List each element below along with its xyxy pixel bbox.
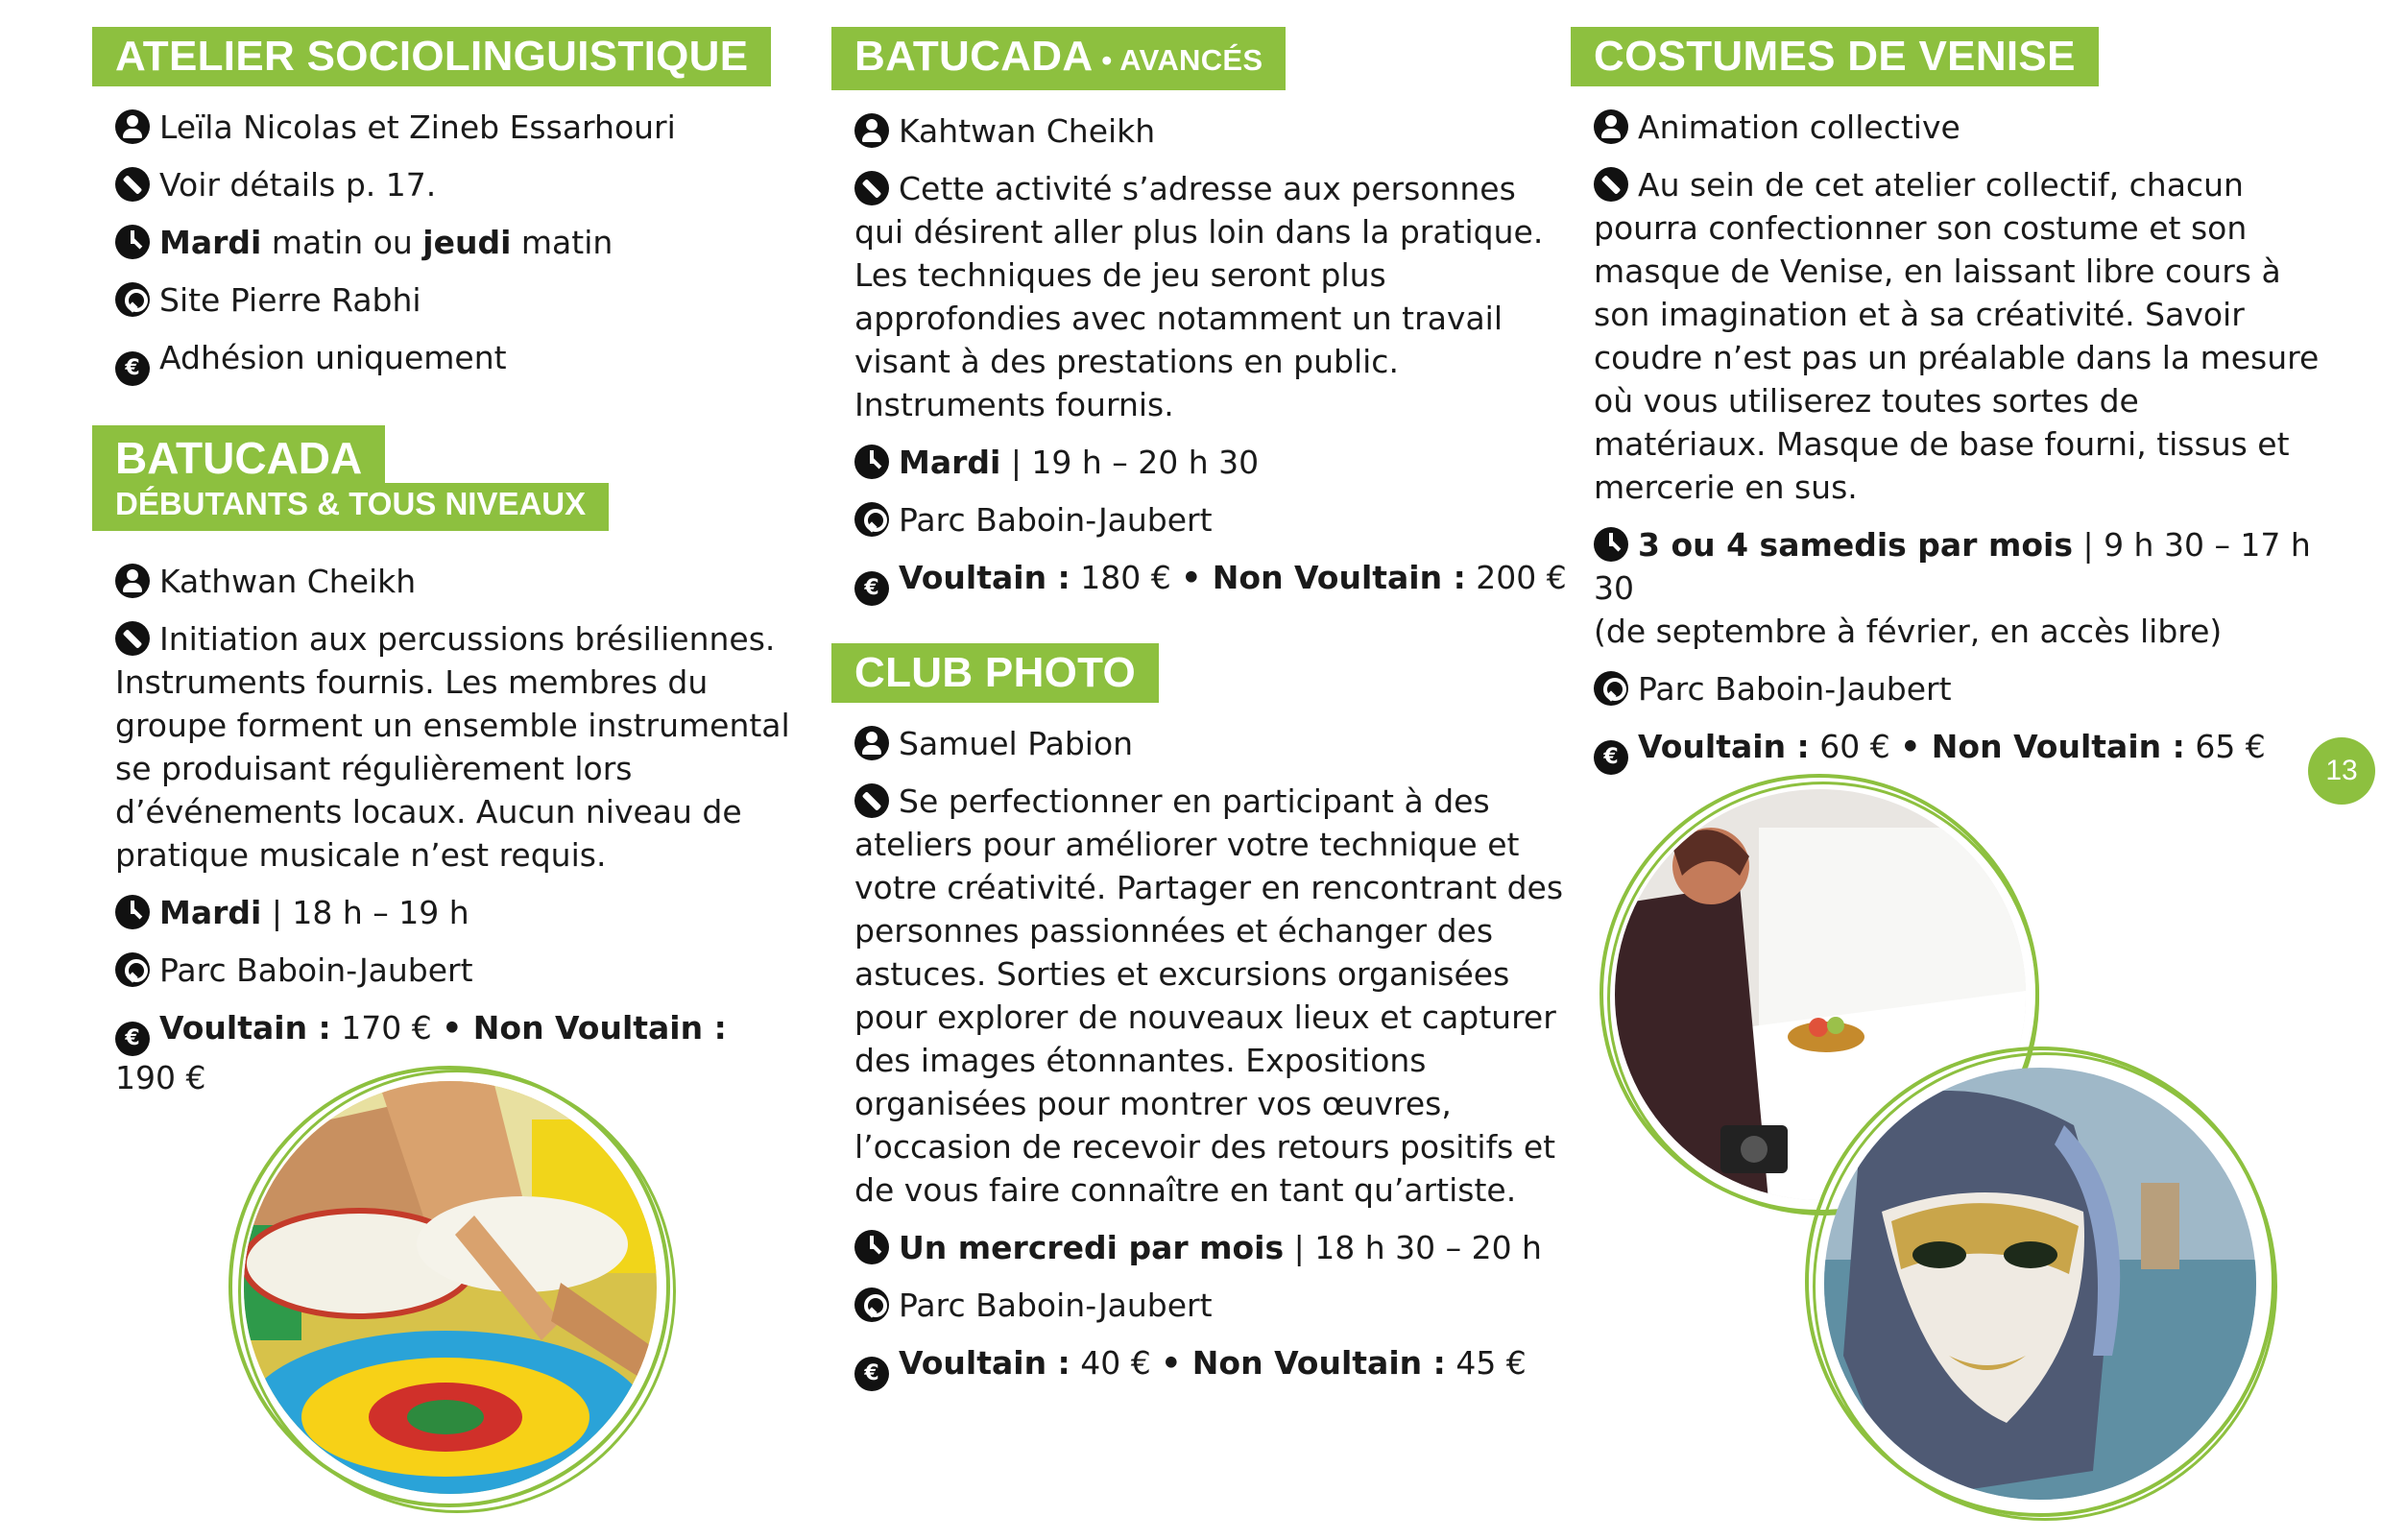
price-separator: • bbox=[1900, 728, 1921, 765]
euro-icon: € bbox=[115, 351, 150, 386]
location-pin-icon bbox=[1594, 671, 1628, 706]
person-line bbox=[854, 722, 1571, 765]
person-name: Samuel Pabion bbox=[899, 725, 1134, 762]
mask-illustration bbox=[1824, 1068, 2256, 1500]
price-line bbox=[854, 1341, 1571, 1391]
description: Se perfectionner en participant à des ateliers pour améliorer votre technique et votre créativité. Partager en rencontrant des personnes passionnées et échanger des astuces. Sorties et excursions organisées pour explorer de nouveaux lieux et capturer des images étonnantes. Expositions organisées pour montrer vos œuvres, l’occasion de recevoir des retours positifs et de vous faire connaître en tant qu’artiste. bbox=[854, 782, 1564, 1209]
price-separator: • bbox=[1181, 559, 1202, 596]
schedule-day: Mardi bbox=[159, 894, 262, 931]
pencil-icon bbox=[1594, 167, 1628, 202]
place-line bbox=[115, 949, 793, 992]
section-batucada-avances-details bbox=[831, 109, 1571, 606]
clock-icon bbox=[115, 895, 150, 929]
title-dot: • bbox=[1093, 43, 1120, 77]
price-non-member: 200 € bbox=[1465, 559, 1567, 596]
price-label-non-member: Non Voultain : bbox=[1920, 728, 2185, 765]
price-member: 60 € bbox=[1809, 728, 1901, 765]
schedule-line bbox=[854, 1226, 1571, 1269]
description-line bbox=[854, 780, 1571, 1212]
description-line bbox=[115, 617, 793, 877]
section-title-club-photo: CLUB PHOTO bbox=[831, 643, 1159, 703]
section-title-atelier-sociolinguistique: ATELIER SOCIOLINGUISTIQUE bbox=[92, 27, 771, 86]
section-title-costumes-de-venise: COSTUMES DE VENISE bbox=[1571, 27, 2099, 86]
location-pin-icon bbox=[854, 502, 889, 537]
description-line bbox=[115, 163, 793, 206]
euro-icon: € bbox=[115, 1022, 150, 1056]
column-1 bbox=[92, 27, 793, 1114]
price-member: 170 € bbox=[330, 1009, 443, 1047]
price-non-member: 190 € bbox=[115, 1059, 206, 1096]
schedule-line bbox=[115, 891, 793, 934]
price-non-member: 65 € bbox=[2184, 728, 2266, 765]
person-line bbox=[115, 106, 793, 149]
user-icon bbox=[115, 564, 150, 598]
price-line bbox=[1594, 725, 2320, 775]
column-3 bbox=[1571, 27, 2320, 789]
euro-icon: € bbox=[1594, 740, 1628, 775]
place: Parc Baboin-Jaubert bbox=[1638, 670, 1952, 708]
price-label-non-member: Non Voultain : bbox=[462, 1009, 727, 1047]
place-line bbox=[854, 1284, 1571, 1327]
mask-image bbox=[1824, 1068, 2256, 1500]
pencil-icon bbox=[854, 783, 889, 818]
place: Site Pierre Rabhi bbox=[159, 281, 421, 319]
user-icon bbox=[854, 726, 889, 760]
section-title-text: BATUCADA bbox=[854, 33, 1094, 80]
schedule-day-2: jeudi bbox=[422, 224, 512, 261]
schedule-time: | 9 h 30 – 17 h 30 bbox=[1594, 526, 2311, 607]
price-member: 40 € bbox=[1070, 1344, 1162, 1382]
schedule-note: (de septembre à février, en accès libre) bbox=[1594, 613, 2223, 650]
schedule-day: Mardi bbox=[159, 224, 262, 261]
price-separator: • bbox=[442, 1009, 463, 1047]
place-line bbox=[115, 278, 793, 322]
section-title-sub: AVANCÉS bbox=[1119, 43, 1263, 77]
section-costumes-details bbox=[1571, 106, 2320, 775]
schedule-text-2: matin bbox=[511, 224, 613, 261]
pencil-icon bbox=[115, 167, 150, 202]
section-title-batucada-debutants bbox=[92, 425, 609, 531]
euro-icon: € bbox=[854, 1357, 889, 1391]
person-line bbox=[1594, 106, 2320, 149]
page-number-badge: 13 bbox=[2308, 737, 2375, 805]
description: Au sein de cet atelier collectif, chacun pourra confectionner son costume et son masque de Venise, en laissant libre cours à son imagination et à sa créativité. Savoir coudre n’est pas un préalable dans la mesure où vous utiliserez toutes sortes de matériaux. Masque de base fourni, tissus et mercerie en sus. bbox=[1594, 166, 2320, 506]
person-line bbox=[854, 109, 1571, 153]
schedule-day: Un mercredi par mois bbox=[899, 1229, 1285, 1266]
place-line bbox=[1594, 667, 2320, 710]
price-label-member: Voultain : bbox=[159, 1009, 331, 1047]
place: Parc Baboin-Jaubert bbox=[899, 501, 1213, 539]
clock-icon bbox=[1594, 527, 1628, 562]
person-name: Kathwan Cheikh bbox=[159, 563, 417, 600]
schedule-line bbox=[1594, 523, 2320, 653]
schedule-time: | 19 h – 20 h 30 bbox=[1000, 444, 1260, 481]
user-icon bbox=[854, 113, 889, 148]
place: Parc Baboin-Jaubert bbox=[159, 951, 473, 989]
euro-icon: € bbox=[854, 571, 889, 606]
drums-illustration bbox=[244, 1081, 657, 1494]
schedule-time: | 18 h 30 – 20 h bbox=[1284, 1229, 1542, 1266]
drums-image bbox=[244, 1081, 657, 1494]
schedule-text: matin ou bbox=[261, 224, 423, 261]
description: Initiation aux percussions brésiliennes. Instruments fournis. Les membres du groupe forment un ensemble instrumental se produisant régulièrement lors d’événements locaux. Aucun niveau de pratique musicale n’est requis. bbox=[115, 620, 790, 874]
section-club-photo-details bbox=[831, 722, 1571, 1391]
schedule-line bbox=[115, 221, 793, 264]
venice-mask-photo bbox=[1805, 1047, 2285, 1527]
schedule-day: 3 ou 4 samedis par mois bbox=[1638, 526, 2073, 564]
price-member: 180 € bbox=[1070, 559, 1182, 596]
location-pin-icon bbox=[115, 952, 150, 987]
section-atelier-sociolinguistique-details bbox=[92, 106, 793, 386]
clock-icon bbox=[854, 1230, 889, 1264]
description: Cette activité s’adresse aux personnes qui désirent aller plus loin dans la pratique. Les techniques de jeu seront plus approfondies avec notamment un travail visant à des prestations en public. Instruments fournis. bbox=[854, 170, 1544, 423]
price-line bbox=[115, 336, 793, 386]
location-pin-icon bbox=[854, 1287, 889, 1322]
price-non-member: 45 € bbox=[1445, 1344, 1527, 1382]
section-title: BATUCADA bbox=[92, 425, 385, 483]
price-label-member: Voultain : bbox=[899, 559, 1070, 596]
price-separator: • bbox=[1161, 1344, 1182, 1382]
place: Parc Baboin-Jaubert bbox=[899, 1287, 1213, 1324]
user-icon bbox=[115, 109, 150, 144]
clock-icon bbox=[854, 445, 889, 479]
section-subtitle: DÉBUTANTS & TOUS NIVEAUX bbox=[92, 483, 609, 531]
section-batucada-debutants-details bbox=[92, 560, 793, 1099]
description-line bbox=[1594, 163, 2320, 509]
price-label-non-member: Non Voultain : bbox=[1201, 559, 1466, 596]
person-name: Animation collective bbox=[1638, 108, 1960, 146]
price-label-non-member: Non Voultain : bbox=[1181, 1344, 1446, 1382]
price-line bbox=[854, 556, 1571, 606]
description: Voir détails p. 17. bbox=[159, 166, 437, 204]
person-name: Leïla Nicolas et Zineb Essarhouri bbox=[159, 108, 676, 146]
batucada-photo bbox=[228, 1066, 680, 1517]
pencil-icon bbox=[115, 621, 150, 656]
clock-icon bbox=[115, 225, 150, 259]
schedule-line bbox=[854, 441, 1571, 484]
person-line bbox=[115, 560, 793, 603]
user-icon bbox=[1594, 109, 1628, 144]
location-pin-icon bbox=[115, 282, 150, 317]
person-name: Kahtwan Cheikh bbox=[899, 112, 1156, 150]
schedule-day: Mardi bbox=[899, 444, 1001, 481]
pencil-icon bbox=[854, 171, 889, 205]
price: Adhésion uniquement bbox=[159, 339, 507, 376]
section-title-batucada-avances bbox=[831, 27, 1286, 90]
price-label-member: Voultain : bbox=[899, 1344, 1070, 1382]
price-label-member: Voultain : bbox=[1638, 728, 1810, 765]
description-line bbox=[854, 167, 1571, 426]
schedule-time: | 18 h – 19 h bbox=[261, 894, 469, 931]
place-line bbox=[854, 498, 1571, 541]
column-2 bbox=[831, 27, 1571, 1406]
